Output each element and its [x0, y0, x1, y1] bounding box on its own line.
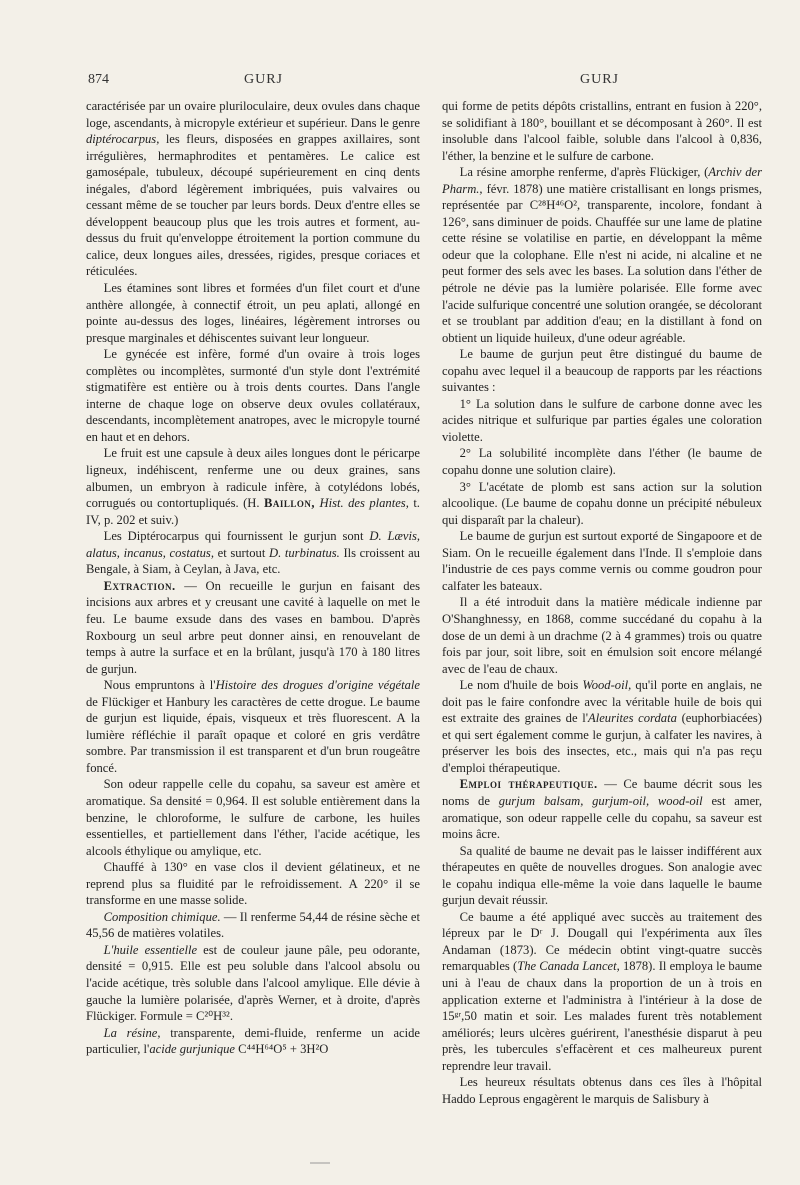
paragraph: Le baume de gurjun est surtout exporté de Singapoore et de Siam. On le recueille également dans l'Inde. Il s'emploie dans l'industrie de ces pays comme vernis ou comme goudron pour calfater les bateaux.	[442, 529, 762, 593]
text: Aleurites cordata	[588, 711, 677, 726]
page-number: 874	[88, 72, 109, 87]
ornament-mark	[300, 1160, 340, 1166]
text: Histoire des drogues d'origine végétale	[215, 678, 420, 693]
text: de Flückiger et Hanbury les caractères de cette drogue. Le baume de gurjun est liquide, épais, visqueux et très fluorescent. A la lumière réfléchie il paraît opaque et coloré en gris verdâtre sombre. Par transmission il est transparent et d'un brun rougeâtre foncé.	[86, 694, 420, 775]
paragraph: qui forme de petits dépôts cristallins, entrant en fusion à 220°, se solidifiant à 180°, bouillant et se décomposant à 260°. Il est insoluble dans l'alcool faible, soluble dans l'alcool à 0,836, l'éther, la benzine et le sulfure de carbone.	[442, 99, 762, 163]
paragraph: Sa qualité de baume ne devait pas le laisser indifférent aux thérapeutes en quête de nouvelles drogues. Son analogie avec le copahu indiqua elle-même la voie dans laquelle le baume gurjun devait réussir.	[442, 843, 762, 908]
paragraph	[86, 677, 420, 776]
text: The Canada Lancet,	[517, 959, 620, 974]
paragraph	[442, 677, 762, 776]
paragraph	[442, 776, 762, 842]
formula: C⁴⁴H⁶⁴O⁵ + 3H²O	[238, 1042, 329, 1057]
right-column	[442, 98, 762, 1107]
text: est amer, aromatique, son odeur rappelle celle du copahu, sa saveur est moins âcre.	[442, 793, 763, 842]
section-heading: Emploi thérapeutique.	[459, 777, 598, 792]
text: Le fruit est une capsule à deux ailes longues dont le péricarpe ligneux, indéhiscent, renferme une ou deux graines, sans albumen, un embryon à radicule infère, à cotylédons lobés, corrugués ou contortupliqués. (H.	[86, 446, 420, 511]
text: Ils croissent au Bengale, à Siam, à Ceylan, à Java, etc.	[86, 545, 420, 577]
paragraph	[86, 1025, 420, 1058]
paragraph: Il a été introduit dans la matière médicale indienne par O'Shanghnessy, en 1868, comme succédané du copahu à la dose de un demi à un drachme (2 à 4 grammes) trois ou quatre fois par jour, soit libre, soit en émulsion soit encore mélangé avec de l'eau de chaux.	[442, 595, 762, 676]
paragraph: Chauffé à 130° en vase clos il devient gélatineux, et ne reprend plus sa fluidité par le refroidissement. A 220° il se transforme en une masse solide.	[86, 860, 420, 908]
paragraph	[86, 528, 420, 578]
paragraph: Les étamines sont libres et formées d'un filet court et d'une anthère allongée, à connectif étroit, un peu aplati, allongé en pointe au-dessus des loges, linéaires, légèrement introrses ou presque marginales et déhiscentes suivant leur longueur.	[86, 281, 420, 345]
paragraph: Le gynécée est infère, formé d'un ovaire à trois loges complètes ou incomplètes, surmonté d'un style dont l'extrémité stigmatifère est entière ou à trois dents courtes. Dans l'angle interne de chaque loge on observe deux ovules collatéraux, descendants, incomplètement anatropes, avec le micropyle tourné en haut et en dehors.	[86, 347, 420, 444]
text: — On recueille le gurjun en faisant des incisions aux arbres et y creusant une cavité à laquelle on met le feu. Le baume exsude dans des vases en bambou. D'après Roxbourg un seul arbre peut donner ainsi, en renouvelant de temps à autre la surface et en la brûlant, jusqu'à 170 à 180 litres de gurjun.	[86, 578, 420, 676]
paragraph: Les heureux résultats obtenus dans ces îles à l'hôpital Haddo Leprous engagèrent le marquis de Salisbury à	[442, 1075, 762, 1106]
text: Les Diptérocarpus qui fournissent le gurjun sont	[103, 529, 364, 544]
paragraph: Le baume de gurjun peut être distingué du baume de copahu avec lequel il a beaucoup de rapports par les réactions suivantes :	[442, 347, 762, 395]
paragraph	[86, 942, 420, 1025]
text: Hist. des plantes,	[319, 496, 409, 511]
text: D. Lævis, alatus, incanus, costatus,	[86, 529, 421, 560]
text: D. turbinatus.	[268, 545, 340, 560]
running-head-left: GURJ	[244, 72, 284, 87]
running-head-right: GURJ	[580, 72, 620, 87]
paragraph	[86, 445, 420, 528]
text: caractérisée par un ovaire pluriloculaire, deux ovules dans chaque loge, ascendants, à micropyle extérieur et supérieur. Dans le genre	[86, 99, 420, 130]
text: et surtout	[217, 545, 266, 560]
text: acide gurjunique	[149, 1042, 236, 1057]
paragraph	[442, 164, 762, 346]
text: Wood-oil,	[582, 678, 632, 693]
paragraph: 2° La solubilité incomplète dans l'éther (le baume de copahu donne une solution claire).	[442, 446, 762, 478]
text: t. IV, p. 202 et suiv.)	[86, 496, 420, 527]
text: diptérocarpus,	[86, 132, 160, 147]
text: Nous empruntons à l'	[103, 678, 216, 693]
paragraph	[86, 98, 420, 280]
subheading: La résine,	[103, 1025, 161, 1040]
text: est de couleur jaune pâle, peu odorante, densité = 0,915. Elle est peu soluble dans l'alcool absolu ou l'acide acétique, très soluble dans l'alcool amylique. Elle dévie à gauche la lumière polarisée, d'après Werner, et à droite, d'après Flückiger. Formule = C²⁰H³².	[86, 942, 420, 1024]
text: (euphorbiacées) et qui sert également comme le gurjun, à calfater les navires, à préserver les bois des insectes, etc., mais qui n'a pas reçu d'emploi thérapeutique.	[442, 711, 762, 775]
text: transparente, demi-fluide, renferme un acide particulier, l'	[86, 1025, 421, 1057]
text: févr. 1878) une matière cristallisant en longs prismes, représentée par C²⁸H⁴⁶O², transparente, incolore, fondant à 126°, sans diminuer de poids. Chauffée sur une lame de platine cette résine se volatilise en partie, en développant la même odeur que la colophane. Elle n'est ni acide, ni alcaline et ne peut former des sels avec les bases. La solution dans l'éther de pétrole ne dévie pas la lumière polarisée. Elle forme avec l'acide sulfurique concentré une solution orangée, se décolorant et se troublant par addition d'eau; en la distillant à fond on obtient un liquide huileux, d'une odeur agréable.	[442, 181, 762, 345]
author: Baillon,	[263, 496, 316, 511]
paragraph	[86, 578, 420, 677]
text: Archiv der Pharm.,	[442, 165, 762, 196]
left-column	[86, 98, 420, 1058]
paragraph: 1° La solution dans le sulfure de carbone donne avec les acides nitrique et sulfurique par parties égales une coloration violette.	[442, 396, 762, 444]
text: qu'il porte en anglais, ne doit pas le faire confondre avec la véritable huile de bois qui est extraite des graines de l'	[442, 678, 762, 726]
text: Ce baume a été appliqué avec succès au traitement des lépreux par le Dʳ J. Dougall qui l'expérimenta aux îles Andaman (1873). Ce médecin obtint vingt-quatre succès remarquables (	[442, 909, 762, 974]
page-header	[0, 72, 800, 94]
paragraph: 3° L'acétate de plomb est sans action sur la solution alcoolique. (Le baume de copahu donne un précipité nébuleux qui disparaît par la chaleur).	[442, 479, 762, 527]
text: gurjum balsam, gurjum-oil, wood-oil	[498, 793, 703, 808]
text: 1878). Il employa le baume uni à l'eau de chaux dans la proportion de un à trois en application externe et l'administra à l'intérieur à la dose de 15ᵍʳ,50 matin et soir. Les malades furent très notablement améliorés; leurs ulcères guérirent, l'anesthésie disparut à peu près, les tubercules s'effacèrent et ces malheureux purent reprendre leur travail.	[442, 959, 762, 1073]
paragraph: Son odeur rappelle celle du copahu, sa saveur est amère et aromatique. Sa densité = 0,964. Il est soluble entièrement dans la benzine, le chloroforme, le sulfure de carbone, les huiles essentielles, et partiellement dans l'éther, l'acide acétique, les alcools éthylique ou amylique, etc.	[86, 777, 420, 858]
paragraph	[442, 909, 762, 1074]
subheading: Composition chimique.	[103, 909, 221, 924]
text: La résine amorphe renferme, d'après Flückiger, (	[459, 165, 709, 180]
text: — Ce baume décrit sous les noms de	[442, 777, 762, 808]
paragraph	[86, 909, 420, 942]
text: — Il renferme 54,44 de résine sèche et 45,56 de matières volatiles.	[86, 909, 420, 941]
text: Le nom d'huile de bois	[459, 678, 579, 693]
subheading: L'huile essentielle	[103, 942, 198, 957]
text: les fleurs, disposées en grappes axillaires, sont irrégulières, hermaphrodites et pentamères. Le calice est gamosépale, tubuleux, découpé supérieurement en cinq dents inégales, d'abord légèrement imbriquées, puis valvaires ou cessant même de se toucher par leurs bords. Deux d'entre elles se développent beaucoup plus que les trois autres et forment, au-dessus du fruit qu'enveloppe étroitement la portion commune du calice, deux longues ailes, dressées, rigides, presque coriaces et réticulées.	[86, 132, 420, 279]
section-heading: Extraction.	[103, 578, 176, 593]
